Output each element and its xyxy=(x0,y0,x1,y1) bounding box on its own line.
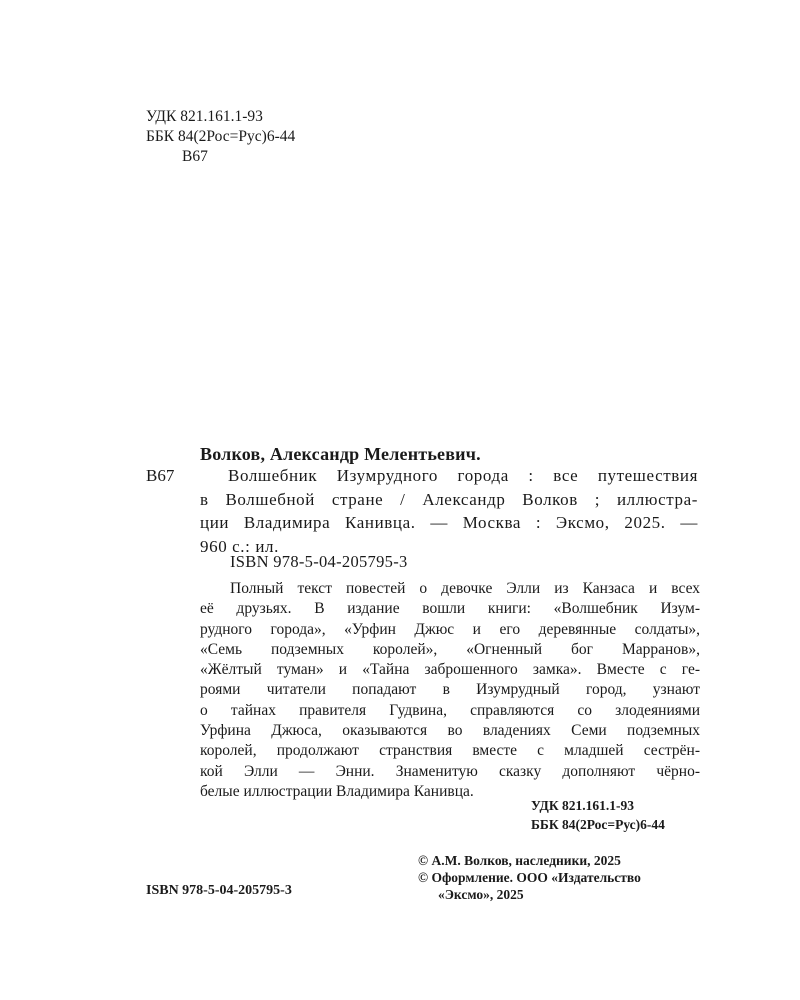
annotation-line: белые иллюстрации Владимира Канивца. xyxy=(200,782,474,800)
annotation-line: рудного города», «Урфин Джюс и его деревянные солдаты», xyxy=(200,620,700,638)
copyright-block xyxy=(418,852,641,903)
isbn-bottom: ISBN 978-5-04-205795-3 xyxy=(146,883,292,898)
biblio-line: ции Владимира Канивца. — Москва : Эксмо, 2025. — xyxy=(200,513,698,532)
top-classification-codes xyxy=(146,107,295,167)
udk-code-bottom: УДК 821.161.1-93 xyxy=(531,798,634,813)
copyright-design-cont: «Эксмо», 2025 xyxy=(438,887,524,902)
bibliographic-description xyxy=(200,464,698,558)
author-heading: Волков, Александр Мелентьевич. xyxy=(200,444,481,464)
bottom-classification-codes xyxy=(531,796,665,834)
copyright-author: © А.М. Волков, наследники, 2025 xyxy=(418,853,621,868)
annotation-line: роями читатели попадают в Изумрудный город, узнают xyxy=(200,681,700,699)
biblio-line: в Волшебной стране / Александр Волков ; иллюстра- xyxy=(200,489,698,509)
biblio-line: Волшебник Изумрудного города : все путешествия xyxy=(228,466,698,485)
annotation-line: Урфина Джюса, оказываются во владениях Семи подземных xyxy=(200,722,700,740)
udk-code: УДК 821.161.1-93 xyxy=(146,108,263,125)
author-mark: В67 xyxy=(182,148,208,165)
annotation xyxy=(200,579,700,802)
bbk-code-bottom: ББК 84(2Рос=Рус)6-44 xyxy=(531,817,665,832)
annotation-line: Полный текст повестей о девочке Элли из Канзаса и всех xyxy=(230,580,700,597)
annotation-line: «Жёлтый туман» и «Тайна заброшенного замка». Вместе с ге- xyxy=(200,661,700,679)
entry-author-mark: В67 xyxy=(146,466,175,485)
annotation-line: её друзьях. В издание вошли книги: «Волшебник Изум- xyxy=(200,600,700,618)
bbk-code: ББК 84(2Рос=Рус)6-44 xyxy=(146,128,296,145)
annotation-line: кой Элли — Энни. Знаменитую сказку дополняют чёрно- xyxy=(200,762,700,780)
copyright-design: © Оформление. ООО «Издательство xyxy=(418,870,641,885)
biblio-line: 960 с.: ил. xyxy=(200,536,279,556)
isbn-main: ISBN 978-5-04-205795-3 xyxy=(230,552,408,571)
annotation-line: о тайнах правителя Гудвина, справляются со злодеяниями xyxy=(200,701,700,719)
annotation-line: королей, продолжают странствия вместе с младшей сестрён- xyxy=(200,742,700,760)
annotation-line: «Семь подземных королей», «Огненный бог Марранов», xyxy=(200,640,700,658)
